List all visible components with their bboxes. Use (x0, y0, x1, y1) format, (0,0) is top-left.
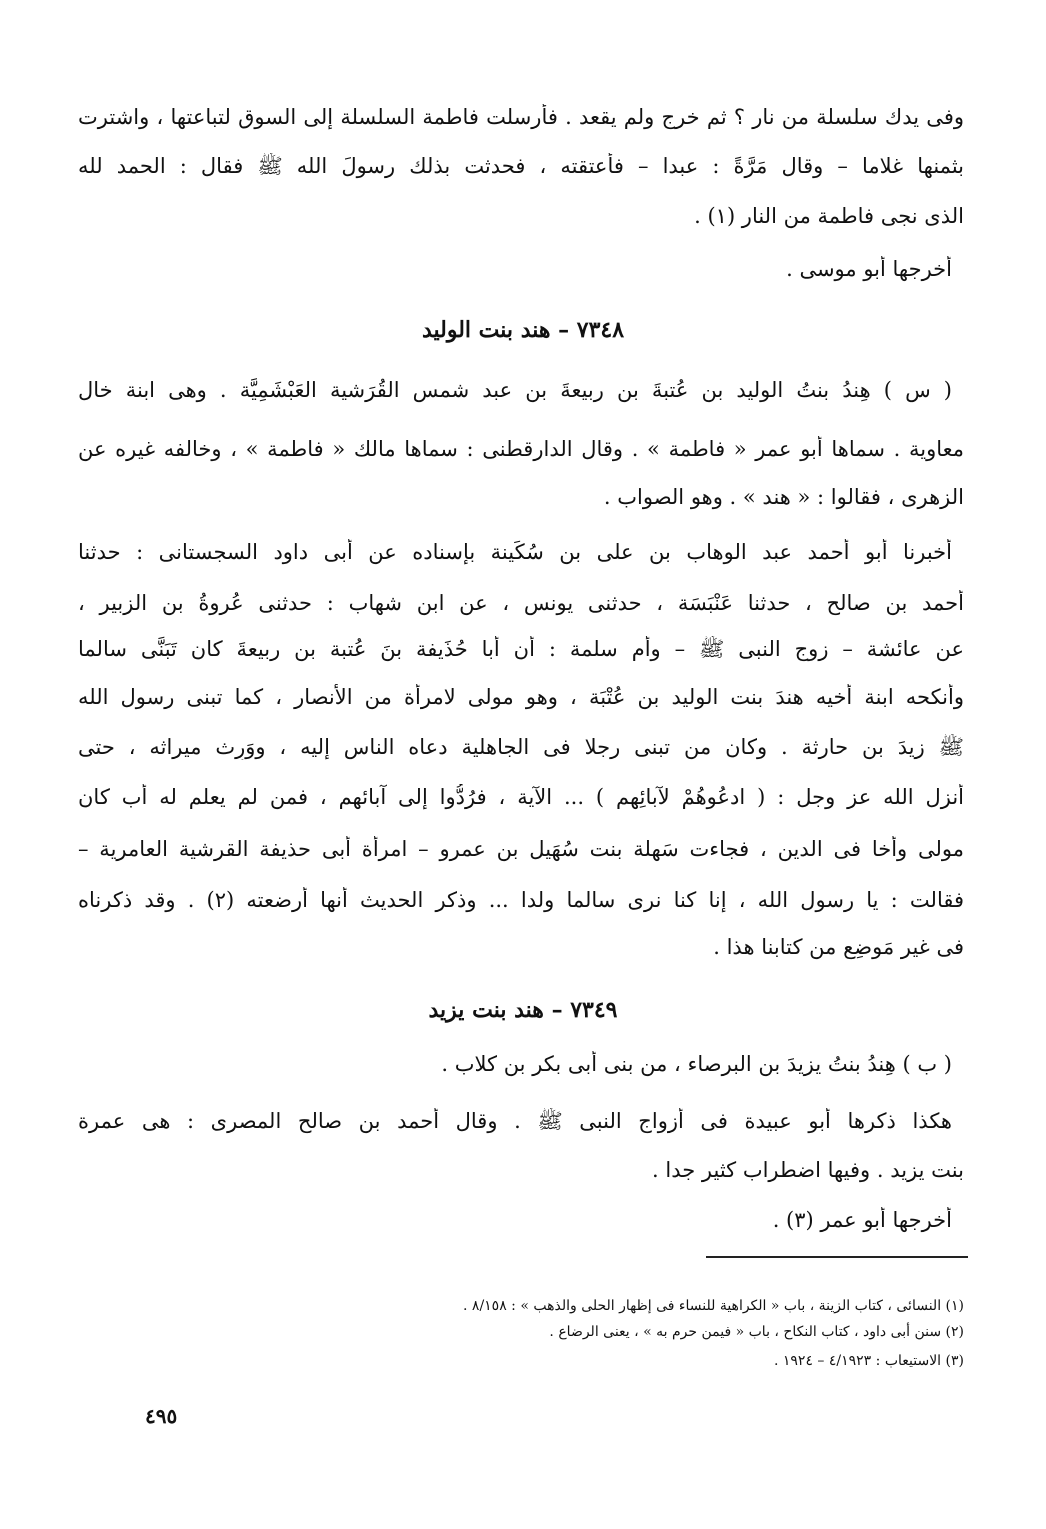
text-line: الزهرى ، فقالوا : « هند » . وهو الصواب . (603, 485, 964, 509)
text-line: هكذا ذكرها أبو عبيدة فى أزواج النبى ﷺ . وقال أحمد بن صالح المصرى : هى عمرة (78, 1109, 952, 1133)
text-line: معاوية . سماها أبو عمر « فاطمة » . وقال الدارقطنى : سماها مالك « فاطمة » ، وخالفه غيره عن (78, 437, 964, 461)
text-line: وفى يدك سلسلة من نار ؟ ثم خرج ولم يقعد . فأرسلت فاطمة السلسلة إلى السوق لتباعتها ، واشترت (78, 105, 964, 129)
text-line: فقالت : يا رسول الله ، إنا كنا نرى سالما ولدا ... وذكر الحديث أنها أرضعته (٢) . وقد ذكرناه (78, 888, 964, 912)
text-line: أنزل الله عز وجل : ( ادعُوهُمْ لآبائِهِم ) ... الآية ، فرُدُّوا إلى آبائهم ، فمن لم يعلم له أب كان (78, 785, 964, 809)
text-line: مولى وأخا فى الدين ، فجاءت سَهلة بنت سُهَيل بن عمرو – امرأة أبى حذيفة القرشية العامرية – (78, 837, 964, 861)
text-line: بنت يزيد . وفيها اضطراب كثير جدا . (652, 1158, 964, 1182)
entry-heading: ٧٣٤٨ – هند بنت الوليد (421, 317, 625, 343)
text-line: ﷺ زيدَ بن حارثة . وكان من تبنى رجلا فى الجاهلية دعاه الناس إليه ، ووَرِث ميراثه ، حتى (78, 735, 964, 759)
source-note: أخرجها أبو عمر (٣) . (772, 1208, 952, 1232)
text-line: وأنكحه ابنة أخيه هندَ بنت الوليد بن عُتْبَة ، وهو مولى لامرأة من الأنصار ، كما تبنى رسول الله (78, 685, 964, 709)
page-number: ٤٩٥ (145, 1404, 178, 1428)
footnote-rule (706, 1256, 968, 1258)
source-note: أخرجها أبو موسى . (786, 257, 952, 281)
footnote: (٣) الاستيعاب : ٤/١٩٢٣ – ١٩٢٤ . (773, 1353, 964, 1369)
text-line: أخبرنا أبو أحمد عبد الوهاب بن على بن سُكَينة بإسناده عن أبى داود السجستانى : حدثنا (78, 540, 952, 564)
footnote: (٢) سنن أبى داود ، كتاب النكاح ، باب « فيمن حرم به » ، يعنى الرضاع . (549, 1324, 964, 1340)
footnote: (١) النسائى ، كتاب الزينة ، باب « الكراهية للنساء فى إظهار الحلى والذهب » : ٨/١٥٨ . (463, 1298, 964, 1314)
text-line: الذى نجى فاطمة من النار (١) . (694, 204, 964, 228)
text-line: عن عائشة – زوج النبى ﷺ – وأم سلمة : أن أبا حُذَيفة بنَ عُتبة بن ربيعةَ كان تَبَنَّى سالما (78, 637, 964, 661)
text-line: ( س ) هِندُ بنتُ الوليد بن عُتبةَ بن ربيعةَ بن عبد شمس القُرَشية العَبْشَمِيَّة . وهى ابنة خال (78, 378, 952, 402)
text-line: ( ب ) هِندُ بنتُ يزيدَ بن البرصاء ، من بنى أبى بكر بن كلاب . (441, 1052, 952, 1076)
entry-heading: ٧٣٤٩ – هند بنت يزيد (428, 997, 618, 1023)
text-line: أحمد بن صالح ، حدثنا عَنْبَسَة ، حدثنى يونس ، عن ابن شهاب : حدثنى عُروةُ بن الزبير ، (78, 591, 964, 615)
text-line: بثمنها غلاما – وقال مَرَّةً : عبدا – فأعتقته ، فحدثت بذلك رسولَ الله ﷺ فقال : الحمد لله (78, 154, 964, 178)
text-line: فى غير مَوضِعٍ من كتابنا هذا . (713, 935, 964, 959)
